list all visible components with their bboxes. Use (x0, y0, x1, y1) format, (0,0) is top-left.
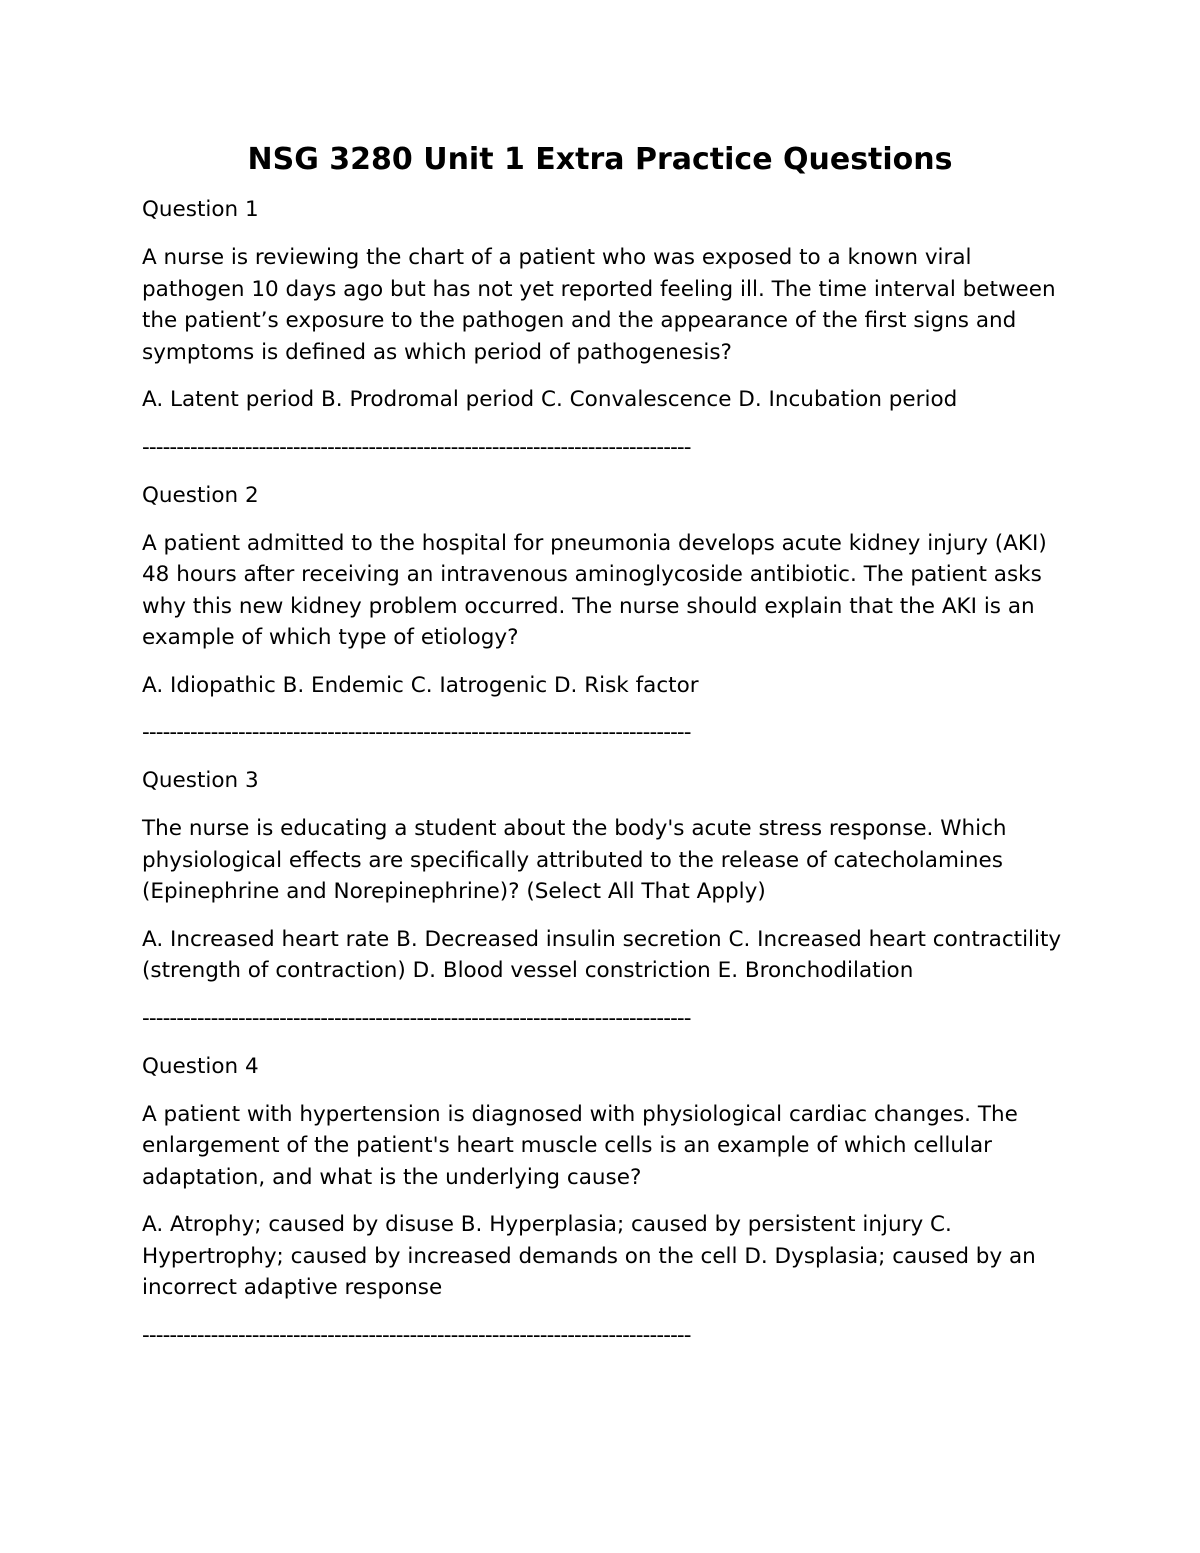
question-text: A patient with hypertension is diagnosed with physiological cardiac changes. The enlargement of the patient's heart muscle cells is an example of which cellular adaptation, and what is the underlying cause? (142, 1101, 1018, 1190)
question-text: A nurse is reviewing the chart of a patient who was exposed to a known viral pathogen 10 days ago but has not yet reported feeling ill. The time interval between the patient’s exposure to the pathogen and the appearance of the first signs and symptoms is defined as which period of pathogenesis? (142, 245, 1056, 365)
answer-options: A. Idiopathic B. Endemic C. Iatrogenic D. Risk factor (142, 672, 699, 698)
question-heading: Question 3 (142, 768, 259, 793)
divider-line: -------------------------------------------------------------------------------- (142, 720, 691, 745)
question-heading: Question 4 (142, 1053, 259, 1079)
question-block-4 (142, 1051, 1062, 1352)
answer-options: A. Increased heart rate B. Decreased insulin secretion C. Increased heart contractility (strength of contraction) D. Blood vessel constriction E. Bronchodilation (142, 926, 1062, 983)
question-block-2 (142, 480, 1062, 750)
answer-options: A. Latent period B. Prodromal period C. Convalescence D. Incubation period (142, 387, 958, 412)
question-heading: Question 2 (142, 482, 259, 508)
question-text: A patient admitted to the hospital for pneumonia develops acute kidney injury (AKI) 48 hours after receiving an intravenous aminoglycoside antibiotic. The patient asks why this new kidney problem occurred. The nurse should explain that the AKI is an example of which type of etiology? (142, 530, 1047, 650)
question-block-3 (142, 765, 1062, 1035)
question-block-1 (142, 194, 1062, 464)
divider-line: -------------------------------------------------------------------------------- (142, 1322, 691, 1348)
question-heading: Question 1 (142, 197, 259, 222)
document-page (142, 138, 1062, 1368)
divider-line: -------------------------------------------------------------------------------- (142, 434, 691, 460)
question-text: The nurse is educating a student about the body's acute stress response. Which physiological effects are specifically attributed to the release of catecholamines (Epinephrine and Norepinephrine)? (Select All That Apply) (142, 816, 1007, 904)
divider-line: -------------------------------------------------------------------------------- (142, 1005, 691, 1031)
answer-options: A. Atrophy; caused by disuse B. Hyperplasia; caused by persistent injury C. Hypertrophy; caused by increased demands on the cell D. Dysplasia; caused by an incorrect adaptive response (142, 1212, 1036, 1300)
page-title: NSG 3280 Unit 1 Extra Practice Questions (247, 142, 953, 177)
